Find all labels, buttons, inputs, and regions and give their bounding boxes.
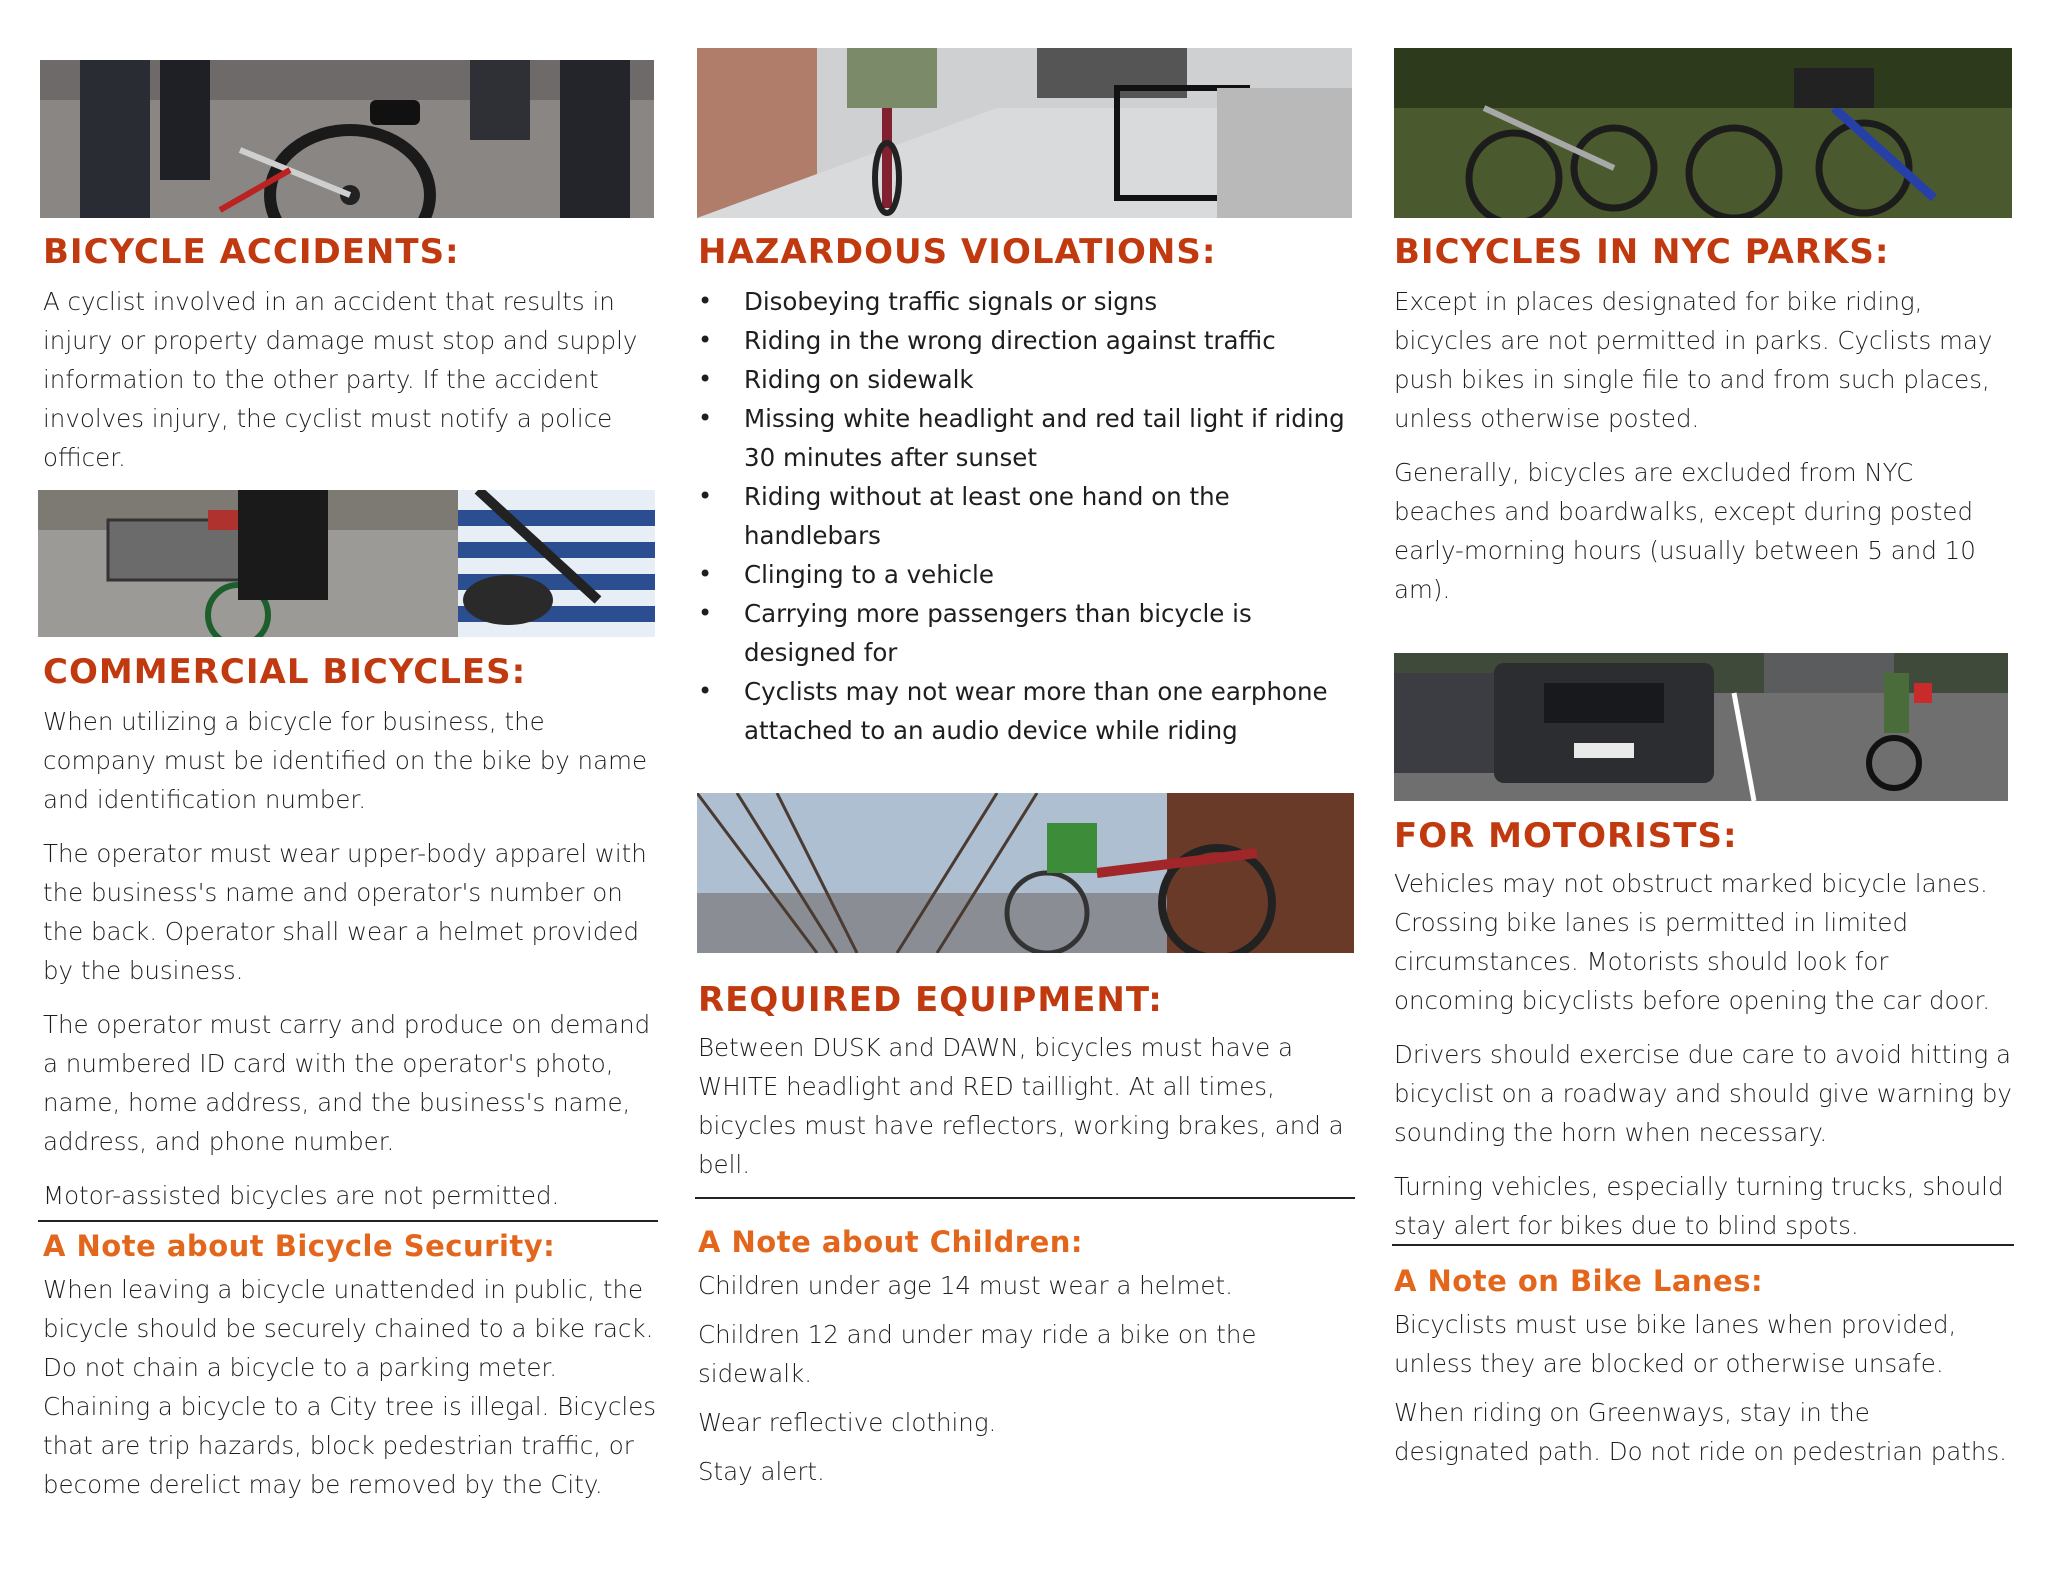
- heading-bicycle-accidents: BICYCLE ACCIDENTS:: [43, 232, 460, 272]
- list-item: • Carrying more passengers than bicycle is designed for: [698, 594, 1350, 672]
- commercial-bicycles-text: [43, 702, 658, 1230]
- heading-note-bike-lanes: A Note on Bike Lanes:: [1394, 1264, 1764, 1298]
- paragraph: When leaving a bicycle unattended in public, the bicycle should be securely chained to a bike rack. Do not chain a bicycle to a parking meter. Chaining a bicycle to a City tree is illegal. Bicycles that are trip hazards, block pedestrian traffic, or become derelict may be removed by the City.: [43, 1275, 657, 1499]
- heading-for-motorists: FOR MOTORISTS:: [1394, 816, 1738, 856]
- list-item: • Disobeying traffic signals or signs: [698, 282, 1350, 321]
- heading-hazardous-violations: HAZARDOUS VIOLATIONS:: [698, 232, 1217, 272]
- divider: [1392, 1244, 2014, 1246]
- list-item: • Riding in the wrong direction against traffic: [698, 321, 1350, 360]
- heading-required-equipment: REQUIRED EQUIPMENT:: [698, 980, 1163, 1020]
- list-item: • Riding without at least one hand on the handlebars: [698, 477, 1350, 555]
- paragraph: When utilizing a bicycle for business, the company must be identified on the bike by name and identification number.: [43, 707, 648, 814]
- violations-list: [698, 282, 1350, 750]
- paragraph: Generally, bicycles are excluded from NYC beaches and boardwalks, except during posted early-morning hours (usually between 5 and 10 am).: [1394, 458, 1976, 604]
- paragraph: Wear reflective clothing.: [698, 1408, 997, 1437]
- photo-parked-bicycles: [1394, 48, 2012, 218]
- bicycle-accidents-text: [43, 282, 658, 492]
- paragraph: The operator must wear upper-body apparel with the business's name and operator's number on the back. Operator shall wear a helmet provided by the business.: [43, 839, 647, 985]
- photo-bicycle-accident: [40, 60, 654, 218]
- paragraph: Turning vehicles, especially turning trucks, should stay alert for bikes due to blind spots.: [1394, 1172, 2004, 1240]
- divider: [38, 1220, 658, 1222]
- heading-bicycle-security: A Note about Bicycle Security:: [43, 1229, 556, 1263]
- list-item: • Clinging to a vehicle: [698, 555, 1350, 594]
- heading-commercial-bicycles: COMMERCIAL BICYCLES:: [43, 652, 527, 692]
- paragraph: Stay alert.: [698, 1457, 825, 1486]
- paragraph: Children under age 14 must wear a helmet.: [698, 1271, 1233, 1300]
- required-equipment-text: [698, 1028, 1350, 1199]
- paragraph: Bicyclists must use bike lanes when provided, unless they are blocked or otherwise unsafe.: [1394, 1310, 1957, 1378]
- photo-sidewalk-cyclist: [697, 48, 1352, 218]
- photo-bridge-cyclists: [697, 793, 1354, 953]
- paragraph: A cyclist involved in an accident that results in injury or property damage must stop and supply information to the other party. If the accident involves injury, the cyclist must notify a police officer.: [43, 287, 638, 472]
- heading-bicycles-nyc-parks: BICYCLES IN NYC PARKS:: [1394, 232, 1890, 272]
- list-item: • Riding on sidewalk: [698, 360, 1350, 399]
- motorists-text: [1394, 864, 2012, 1260]
- paragraph: Between DUSK and DAWN, bicycles must have a WHITE headlight and RED taillight. At all times, bicycles must have reflectors, working brakes, and a bell.: [698, 1033, 1344, 1179]
- bicycle-security-text: [43, 1270, 658, 1519]
- divider: [695, 1197, 1355, 1199]
- list-item: • Cyclists may not wear more than one earphone attached to an audio device while riding: [698, 672, 1350, 750]
- paragraph: Drivers should exercise due care to avoid hitting a bicyclist on a roadway and should give warning by sounding the horn when necessary.: [1394, 1040, 2012, 1147]
- photo-motorist-jeep: [1394, 653, 2008, 801]
- bike-lanes-text: [1394, 1305, 2012, 1486]
- children-text: [698, 1266, 1350, 1506]
- photo-commercial-bicycles: [38, 490, 655, 637]
- paragraph: Except in places designated for bike riding, bicycles are not permitted in parks. Cyclists may push bikes in single file to and from such places, unless otherwise posted.: [1394, 287, 1993, 433]
- nyc-parks-text: [1394, 282, 2012, 624]
- paragraph: Children 12 and under may ride a bike on the sidewalk.: [698, 1320, 1257, 1388]
- paragraph: Motor-assisted bicycles are not permitted.: [43, 1181, 560, 1210]
- paragraph: Vehicles may not obstruct marked bicycle lanes. Crossing bike lanes is permitted in limited circumstances. Motorists should look for oncoming bicyclists before opening the car door.: [1394, 869, 1991, 1015]
- paragraph: When riding on Greenways, stay in the designated path. Do not ride on pedestrian paths.: [1394, 1398, 2007, 1466]
- heading-note-children: A Note about Children:: [698, 1225, 1083, 1259]
- paragraph: The operator must carry and produce on demand a numbered ID card with the operator's photo, name, home address, and the business's name, address, and phone number.: [43, 1010, 651, 1156]
- list-item: • Missing white headlight and red tail light if riding 30 minutes after sunset: [698, 399, 1350, 477]
